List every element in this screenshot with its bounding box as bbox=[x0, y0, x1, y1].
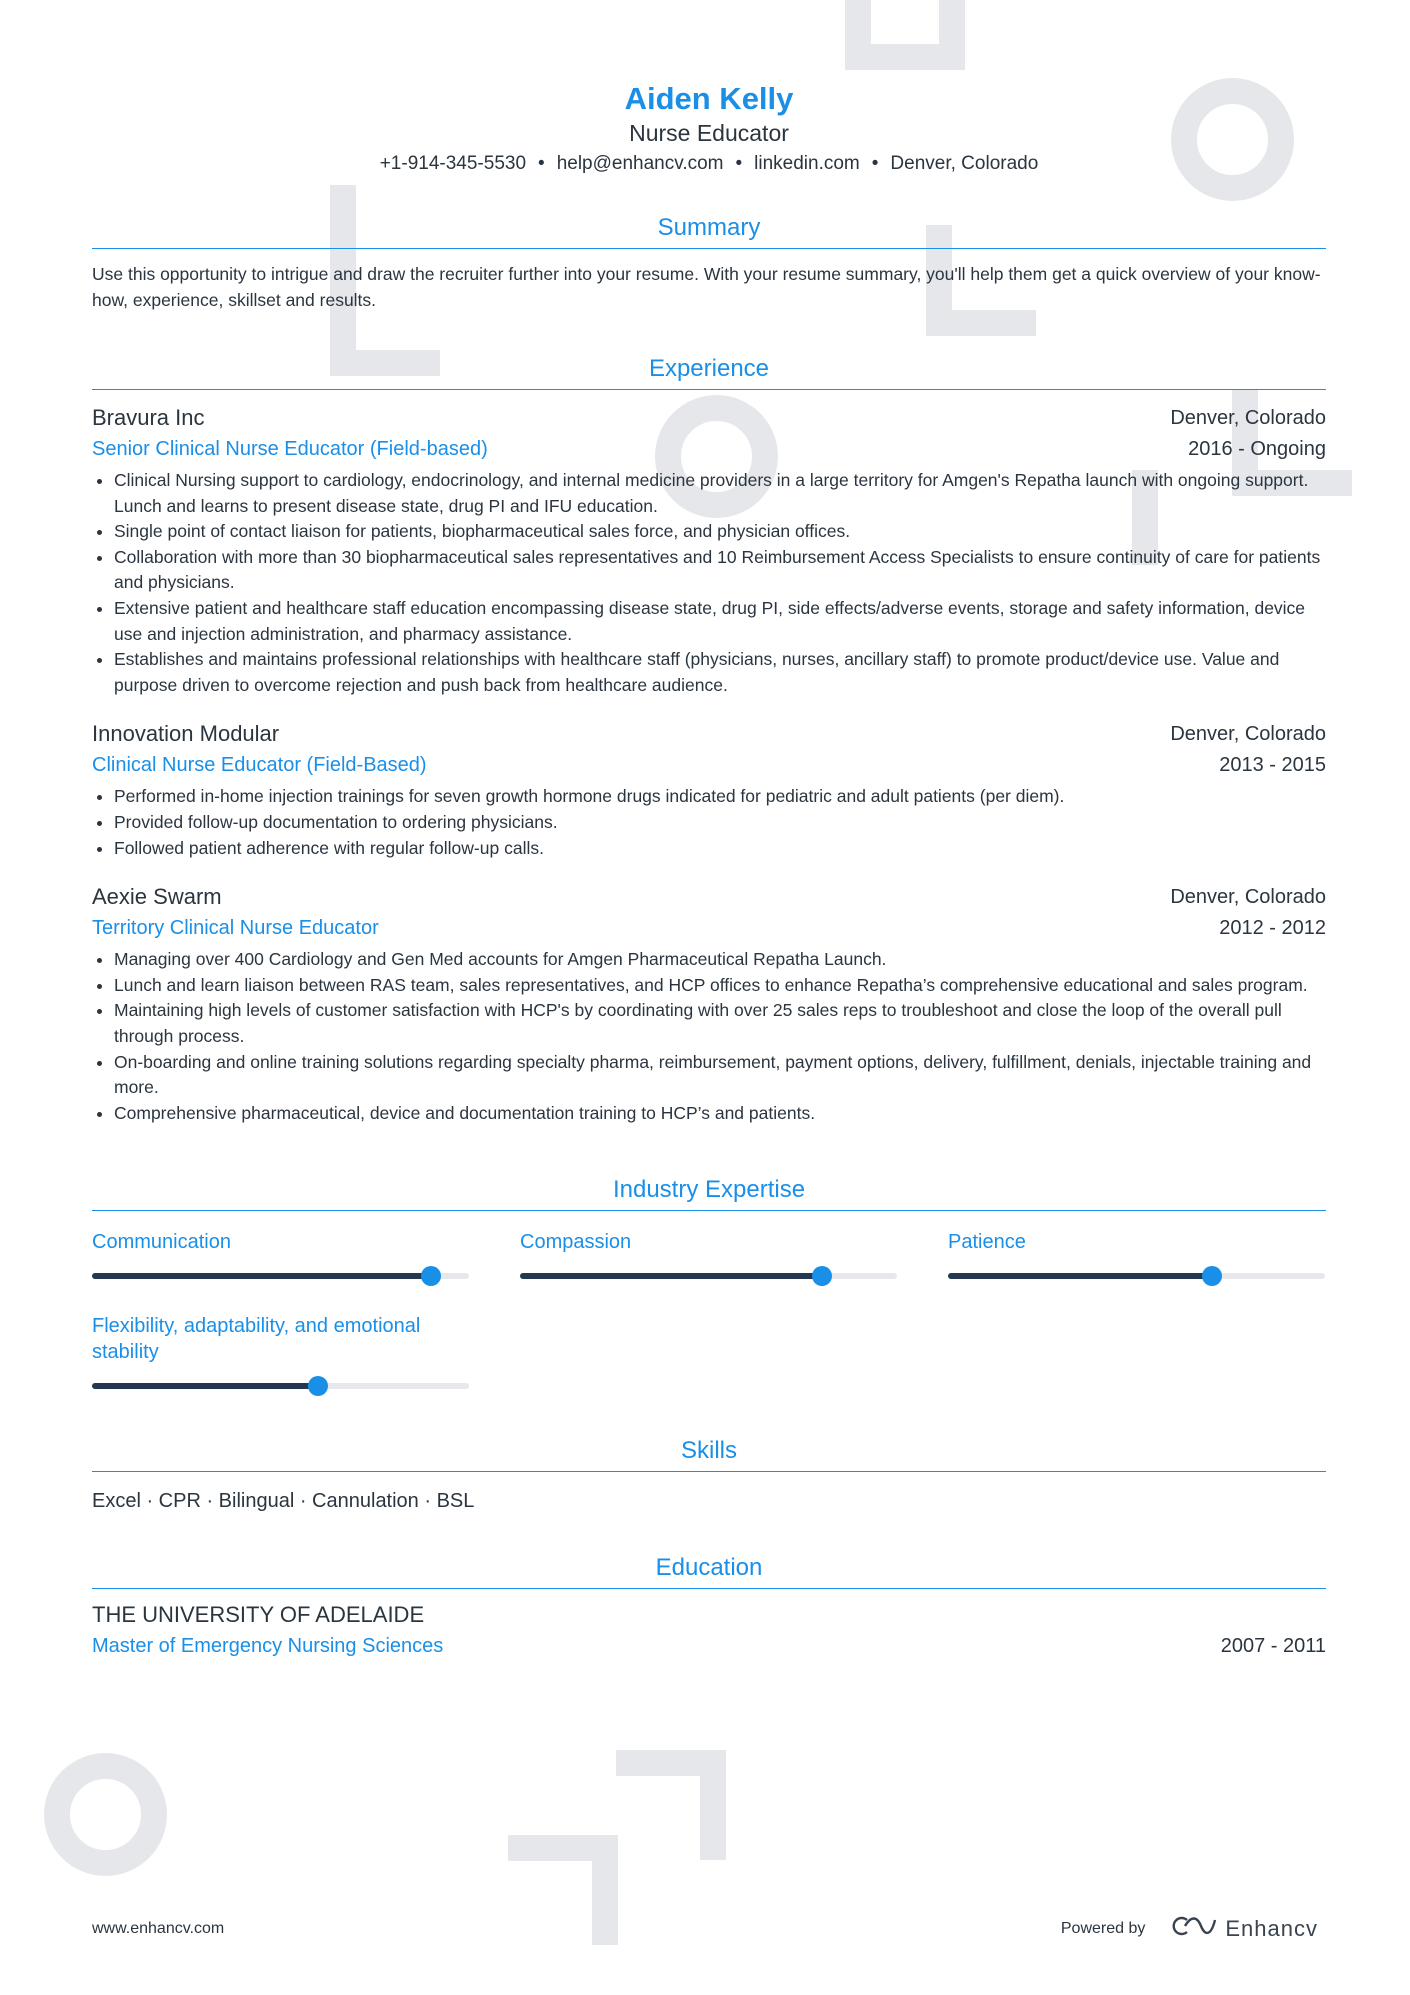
expertise-item bbox=[92, 1313, 469, 1389]
expertise-section bbox=[92, 1174, 1326, 1389]
expertise-name: Flexibility, adaptability, and emotional stability bbox=[92, 1315, 421, 1364]
section-heading: Industry Expertise bbox=[92, 1174, 1326, 1211]
separator-dot: • bbox=[871, 153, 879, 174]
job-location: Denver, Colorado bbox=[1170, 407, 1326, 429]
expertise-name: Communication bbox=[92, 1231, 231, 1254]
section-heading: Experience bbox=[92, 353, 1326, 390]
level-knob bbox=[1202, 1266, 1222, 1286]
candidate-name: Aiden Kelly bbox=[624, 81, 794, 116]
job-entry bbox=[92, 881, 1326, 1126]
bullet-item: • Extensive patient and healthcare staff education encompassing disease state, drug PI, side effects/adverse events, storage and safety information, device use and injection administration, and pharmacy assistance. bbox=[114, 596, 1326, 647]
job-bullets bbox=[92, 947, 1326, 1126]
bullet-item: • Collaboration with more than 30 biopharmaceutical sales representatives and 10 Reimbursement Access Specialists to ensure continuity of care for patients and physicians. bbox=[114, 545, 1326, 596]
job-bullets bbox=[92, 784, 1326, 861]
section-heading: Skills bbox=[92, 1435, 1326, 1472]
separator-dot: • bbox=[538, 153, 545, 174]
expertise-name: Compassion bbox=[520, 1231, 632, 1254]
job-bullets bbox=[92, 468, 1326, 698]
email[interactable]: help@enhancv.com bbox=[556, 153, 724, 174]
level-knob bbox=[421, 1266, 441, 1286]
summary-section bbox=[92, 212, 1326, 313]
location: Denver, Colorado bbox=[890, 153, 1039, 174]
bullet-item: • Single point of contact liaison for patients, biopharmaceutical sales force, and physician offices. bbox=[114, 519, 1326, 545]
skills-section bbox=[92, 1435, 1326, 1516]
job-title: Senior Clinical Nurse Educator (Field-based) bbox=[92, 438, 488, 460]
brand-name: Enhancv bbox=[1225, 1915, 1318, 1941]
bullet-item: • Maintaining high levels of customer satisfaction with HCP's by coordinating with over 25 sales reps to troubleshoot and close the loop of the overall pull through process. bbox=[114, 998, 1326, 1049]
enhancv-logo-icon bbox=[1171, 1914, 1217, 1943]
degree: Master of Emergency Nursing Sciences bbox=[92, 1635, 444, 1658]
bullet-item: • Establishes and maintains professional relationships with healthcare staff (physicians, nurses, ancillary staff) to promote product/device use. Value and purpose driven to overcome rejection and push back from healthcare audience. bbox=[114, 647, 1326, 698]
footer bbox=[92, 1914, 1318, 1943]
job-title: Territory Clinical Nurse Educator bbox=[92, 917, 379, 940]
expertise-level-bar bbox=[520, 1273, 897, 1279]
bullet-item: • Performed in-home injection trainings for seven growth hormone drugs indicated for pediatric and adult patients (per diem). bbox=[114, 784, 1326, 810]
candidate-role: Nurse Educator bbox=[629, 120, 789, 146]
company-name: Innovation Modular bbox=[92, 721, 280, 747]
separator-dot: • bbox=[735, 153, 743, 174]
job-entry bbox=[92, 402, 1326, 698]
company-name: Bravura Inc bbox=[92, 405, 205, 430]
company-name: Aexie Swarm bbox=[92, 884, 222, 910]
education-section bbox=[92, 1552, 1326, 1661]
bullet-item: • Lunch and learn liaison between RAS team, sales representatives, and HCP offices to enhance Repatha’s comprehensive educational and sales program. bbox=[114, 973, 1326, 999]
job-location: Denver, Colorado bbox=[1170, 886, 1326, 909]
job-title: Clinical Nurse Educator (Field-Based) bbox=[92, 754, 427, 777]
expertise-item bbox=[92, 1229, 469, 1279]
skills-list: Excel · CPR · Bilingual · Cannulation · BSL bbox=[92, 1490, 475, 1513]
bullet-item: • Comprehensive pharmaceutical, device and documentation training to HCP’s and patients. bbox=[114, 1101, 1326, 1127]
contact-line bbox=[92, 150, 1326, 178]
experience-section bbox=[92, 353, 1326, 1126]
website-link[interactable]: www.enhancv.com bbox=[92, 1919, 225, 1937]
bullet-item: • Followed patient adherence with regular follow-up calls. bbox=[114, 836, 1326, 862]
powered-by bbox=[1061, 1914, 1318, 1943]
job-location: Denver, Colorado bbox=[1170, 723, 1326, 746]
expertise-level-bar bbox=[948, 1273, 1325, 1279]
expertise-item bbox=[948, 1229, 1325, 1279]
bullet-item: • Provided follow-up documentation to ordering physicians. bbox=[114, 810, 1326, 836]
job-dates: 2016 - Ongoing bbox=[1188, 438, 1326, 460]
school-name: THE UNIVERSITY OF ADELAIDE bbox=[92, 1602, 425, 1628]
job-dates: 2013 - 2015 bbox=[1219, 754, 1326, 777]
expertise-name: Patience bbox=[948, 1231, 1026, 1254]
phone[interactable]: +1-914-345-5530 bbox=[379, 153, 527, 174]
expertise-level-bar bbox=[92, 1383, 469, 1389]
section-heading: Summary bbox=[92, 212, 1326, 249]
job-dates: 2012 - 2012 bbox=[1219, 917, 1326, 940]
bullet-item: • Clinical Nursing support to cardiology, endocrinology, and internal medicine providers in a large territory for Amgen's Repatha launch with ongoing support. Lunch and learns to present disease state, drug PI and IFU education. bbox=[114, 468, 1326, 519]
bullet-item: • On-boarding and online training solutions regarding specialty pharma, reimbursement, payment options, delivery, fulfillment, denials, injectable training and more. bbox=[114, 1050, 1326, 1101]
expertise-item bbox=[520, 1229, 897, 1279]
summary-text: Use this opportunity to intrigue and draw the recruiter further into your resume. With your resume summary, you'll help them get a quick overview of your know-how, experience, skillset and results. bbox=[92, 264, 1321, 310]
level-knob bbox=[308, 1376, 328, 1396]
linkedin-link[interactable]: linkedin.com bbox=[754, 153, 860, 174]
expertise-level-bar bbox=[92, 1273, 469, 1279]
powered-by-label: Powered by bbox=[1060, 1919, 1146, 1937]
bullet-item: • Managing over 400 Cardiology and Gen Med accounts for Amgen Pharmaceutical Repatha Launch. bbox=[114, 947, 1326, 973]
level-knob bbox=[812, 1266, 832, 1286]
section-heading: Education bbox=[92, 1552, 1326, 1589]
job-entry bbox=[92, 718, 1326, 861]
education-dates: 2007 - 2011 bbox=[1220, 1635, 1326, 1658]
resume-header bbox=[92, 0, 1326, 178]
resume-page bbox=[92, 0, 1326, 1661]
